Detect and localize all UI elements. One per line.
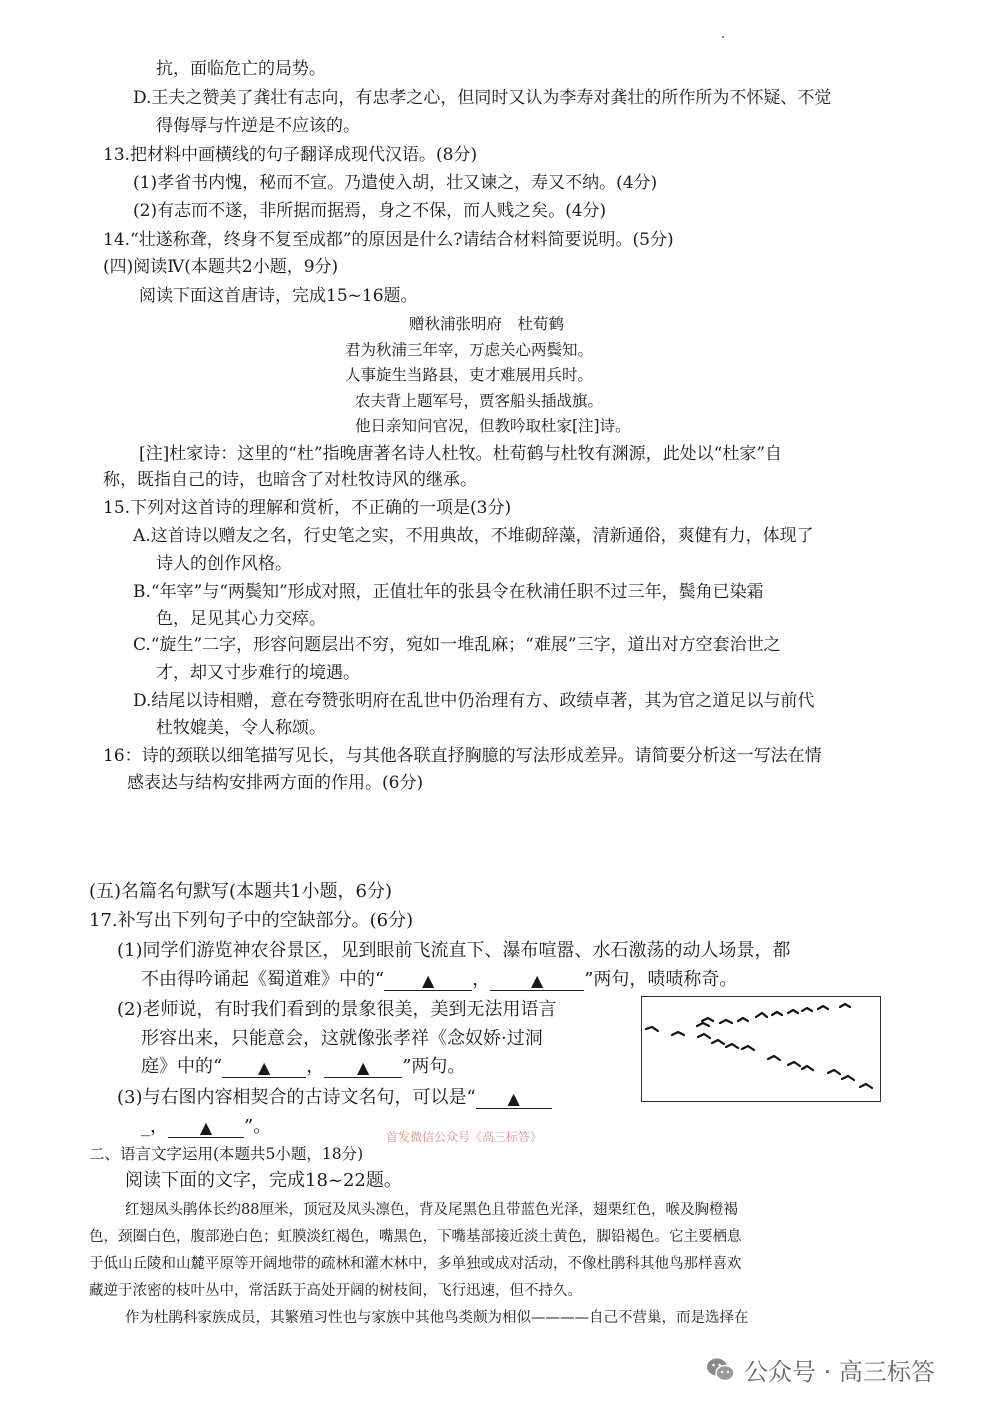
wechat-footer — [706, 1352, 935, 1387]
goose-icon — [840, 1004, 850, 1007]
poem-line: 君为秋浦三年宰，万虑关心两鬓知。 — [345, 341, 594, 359]
poem-note: 称，既指自己的诗，也暗含了对杜牧诗风的继承。 — [103, 470, 477, 490]
question-13: 13.把材料中画横线的句子翻译成现代汉语。(8分) — [103, 145, 478, 165]
passage-line: 作为杜鹃科家族成员，其繁殖习性也与家族中其他鸟类颇为相似————自己不营巢，而是选择在 — [125, 1310, 749, 1326]
goose-icon — [788, 1010, 798, 1013]
part-2-heading: 二、语言文字运用(本题共5小题，18分) — [89, 1145, 364, 1163]
text-line: D.王夫之赞美了龚壮有志向，有忠孝之心，但同时又认为李寿对龚壮的所作所为不怀疑、不觉 — [133, 88, 832, 108]
goose-icon — [712, 1040, 724, 1044]
wechat-icon — [706, 1357, 736, 1383]
question-17: 17.补写出下列句子中的空缺部分。(6分) — [89, 910, 414, 931]
goose-icon — [828, 1070, 840, 1074]
triangle-marker: ▲ — [357, 1058, 370, 1077]
goose-icon — [860, 1084, 872, 1088]
question-17-2-cont: 形容出来，只能意会，这就像张孝祥《念奴娇·过洞 — [141, 1028, 543, 1049]
prompt-text: ”两句，啧啧称奇。 — [584, 969, 738, 990]
section-4-heading: (四)阅读Ⅳ(本题共2小题，9分) — [103, 257, 339, 277]
triangle-marker: ▲ — [531, 971, 544, 990]
answer-blank[interactable] — [168, 1117, 244, 1138]
poem-title: 赠秋浦张明府 杜荀鹤 — [409, 315, 565, 333]
poem-line: 他日亲知问官况，但教吟取杜家[注]诗。 — [355, 417, 631, 435]
section-5-heading: (五)名篇名句默写(本题共1小题，6分) — [89, 881, 392, 902]
scan-speck — [722, 36, 724, 38]
prompt-text: 不由得吟诵起《蜀道难》中的“ — [141, 969, 385, 990]
passage-line: 红翅凤头鹃体长约88厘米，顶冠及凤头凛色，背及尾黑色且带蓝色光泽，翅栗红色，喉及胸橙褐 — [125, 1202, 738, 1218]
answer-blank[interactable] — [222, 1057, 306, 1078]
goose-icon — [772, 1012, 782, 1015]
goose-icon — [802, 1008, 812, 1011]
triangle-marker: ▲ — [507, 1089, 520, 1108]
goose-icon — [818, 1006, 828, 1009]
question-16-cont: 感表达与结构安排两方面的作用。(6分) — [127, 773, 424, 793]
option-d: D.结尾以诗相赠，意在夸赞张明府在乱世中仍治理有方、政绩卓著，其为官之道足以与前代 — [133, 691, 815, 711]
option-c-cont: 才，却又寸步难行的境遇。 — [156, 663, 360, 683]
passage-line: 藏逆于浓密的枝叶丛中，常活跃于高处开阔的树枝间，飞行迅速，但不持久。 — [89, 1283, 582, 1299]
watermark-text: 首发微信公众号《高三标答》 — [386, 1130, 543, 1144]
answer-blank[interactable] — [324, 1057, 402, 1078]
geese-drawing — [642, 997, 880, 1101]
poem-line: 农夫背上题军号，贾客船头插战旗。 — [355, 392, 604, 410]
goose-icon — [742, 1046, 754, 1050]
passage-line: 于低山丘陵和山麓平原等开阔地带的疏林和灌木林中，多单独或成对活动，不像杜鹃科其他鸟那样喜欢 — [89, 1256, 742, 1272]
question-13-2: (2)有志而不遂，非所据而据焉，身之不保，而人贱之矣。(4分) — [133, 201, 607, 221]
goose-icon — [697, 1023, 709, 1026]
question-17-2-cont — [141, 1056, 465, 1078]
prompt-text: 庭》中的“ — [141, 1056, 223, 1077]
goose-icon — [726, 1044, 738, 1048]
goose-icon — [672, 1032, 684, 1035]
goose-icon — [646, 1027, 658, 1031]
footer-text: 公众号 · 高三标答 — [744, 1358, 935, 1386]
poem-line: 人事旋生当路县，吏才难展用兵时。 — [345, 366, 594, 384]
text-line: 得侮辱与忤逆是不应该的。 — [156, 116, 360, 136]
question-17-1: (1)同学们游览神农谷景区，见到眼前飞流直下、瀑布喧嚣、水石激荡的动人场景，都 — [117, 940, 791, 961]
option-a-cont: 诗人的创作风格。 — [156, 554, 292, 574]
option-a: A.这首诗以赠友之名，行史笔之实，不用典故，不堆砌辞藻，清新通俗，爽健有力，体现了 — [133, 526, 814, 546]
question-17-3 — [117, 1087, 552, 1109]
question-15: 15.下列对这首诗的理解和赏析，不正确的一项是(3分) — [103, 498, 512, 518]
poem-note: [注]杜家诗：这里的“杜”指晚唐著名诗人杜牧。杜荀鹤与杜牧有渊源，此处以“杜家”自 — [139, 444, 783, 464]
section-4-intro: 阅读下面这首唐诗，完成15~16题。 — [139, 286, 418, 306]
separator: ， — [472, 969, 491, 990]
goose-icon — [702, 1018, 713, 1021]
goose-icon — [788, 1062, 800, 1066]
question-14: 14.“壮遂称聋，终身不复至成都”的原因是什么?请结合材料简要说明。(5分) — [103, 230, 674, 250]
option-b: B.“年宰”与“两鬓知”形成对照，正值壮年的张县令在秋浦任职不过三年，鬓角已染霜 — [133, 582, 764, 602]
question-17-3-cont — [141, 1116, 271, 1138]
answer-blank[interactable] — [384, 970, 472, 991]
prompt-text: ”。 — [244, 1116, 272, 1137]
prompt-text: _， — [141, 1116, 168, 1137]
option-c: C.“旋生”二字，形容问题层出不穷，宛如一堆乱麻；“难展”三字，道出对方空套治世之 — [133, 635, 781, 655]
goose-icon — [720, 1020, 732, 1023]
question-16: 16：诗的颈联以细笔描写见长，与其他各联直抒胸臆的写法形成差异。请简要分析这一写法在情 — [103, 746, 822, 766]
prompt-text: ”两句。 — [402, 1056, 466, 1077]
answer-blank[interactable] — [490, 970, 584, 991]
goose-icon — [842, 1076, 854, 1080]
option-d-cont: 杜牧媲美，令人称颂。 — [156, 718, 326, 738]
goose-icon — [802, 1066, 813, 1070]
goose-icon — [768, 1056, 780, 1060]
goose-icon — [738, 1018, 748, 1021]
passage-line: 色，颈圈白色，腹部逊白色；虹膜淡红褐色，嘴黑色，下嘴基部接近淡土黄色，脚铅褐色。它主要栖息 — [89, 1229, 742, 1245]
triangle-marker: ▲ — [258, 1058, 271, 1077]
question-17-1-cont — [141, 969, 737, 991]
goose-icon — [698, 1034, 710, 1038]
flying-geese-image — [641, 996, 881, 1102]
prompt-text: (3)与右图内容相契合的古诗文名句，可以是“ — [117, 1087, 476, 1108]
question-13-1: (1)孝省书内愧，秘而不宣。乃遣使入胡，壮又谏之，寿又不纳。(4分) — [133, 173, 658, 193]
text-line: 抗，面临危亡的局势。 — [156, 59, 326, 79]
part-2-intro: 阅读下面的文字，完成18~22题。 — [125, 1170, 402, 1191]
goose-icon — [756, 1013, 767, 1017]
separator: ， — [306, 1056, 325, 1077]
triangle-marker: ▲ — [199, 1118, 213, 1137]
triangle-marker: ▲ — [422, 971, 435, 990]
question-17-2: (2)老师说，有时我们看到的景象很美，美到无法用语言 — [117, 999, 557, 1020]
answer-blank[interactable] — [476, 1088, 552, 1109]
option-b-cont: 色，足见其心力交瘁。 — [156, 609, 326, 629]
